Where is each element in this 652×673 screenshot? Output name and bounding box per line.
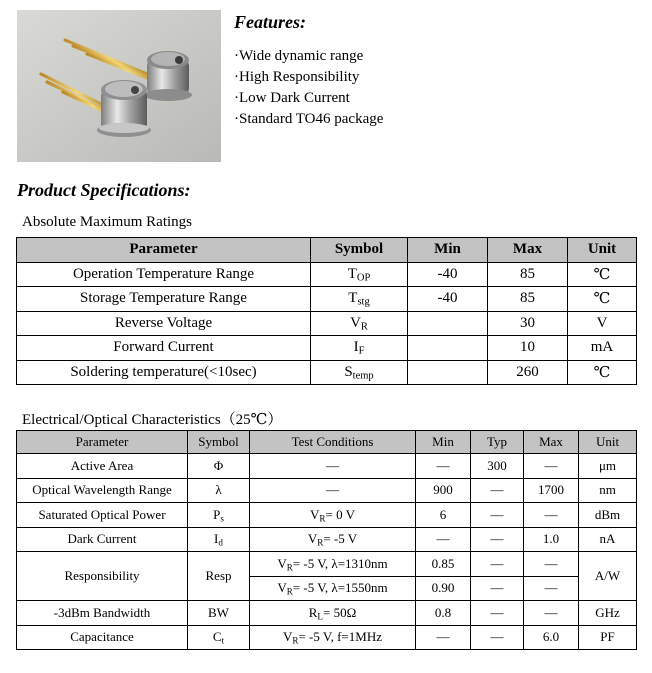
header-max: Max xyxy=(524,431,579,454)
param-cell: Saturated Optical Power xyxy=(17,503,188,528)
symbol-cell: Φ xyxy=(188,454,250,479)
table-row-bandwidth xyxy=(17,601,637,626)
table-row-wavelength xyxy=(17,478,637,503)
condition-cell: — xyxy=(250,454,416,479)
table-row xyxy=(17,336,637,361)
min-cell: -40 xyxy=(408,287,488,312)
symbol-cell: λ xyxy=(188,478,250,503)
param-cell: Storage Temperature Range xyxy=(17,287,311,312)
header-max: Max xyxy=(488,238,568,263)
max-cell: 85 xyxy=(488,262,568,287)
table-row-responsibility xyxy=(17,552,637,577)
param-cell: Reverse Voltage xyxy=(17,311,311,336)
max-cell: — xyxy=(524,503,579,528)
unit-cell: ℃ xyxy=(568,287,637,312)
max-cell: — xyxy=(524,601,579,626)
table-row-dark-current xyxy=(17,527,637,552)
unit-cell: ℃ xyxy=(568,262,637,287)
header-min: Min xyxy=(416,431,471,454)
condition-cell: $R_L= 50\Omega$ xyxy=(250,601,416,626)
condition-cell: $V_R= -5$ V xyxy=(250,527,416,552)
typ-cell: — xyxy=(471,503,524,528)
table-row-active-area xyxy=(17,454,637,479)
typ-cell: — xyxy=(471,527,524,552)
param-cell: Active Area xyxy=(17,454,188,479)
unit-cell: V xyxy=(568,311,637,336)
table-header-row xyxy=(17,238,637,263)
header-symbol: Symbol xyxy=(188,431,250,454)
max-cell: 6.0 xyxy=(524,625,579,650)
min-cell: 0.85 xyxy=(416,552,471,577)
symbol-cell: Resp xyxy=(188,552,250,601)
symbol-cell: $S_{temp}$ xyxy=(311,360,408,385)
min-cell xyxy=(408,336,488,361)
condition-cell: — xyxy=(250,478,416,503)
param-cell: Dark Current xyxy=(17,527,188,552)
unit-cell: μm xyxy=(579,454,637,479)
header-test-conditions: Test Conditions xyxy=(250,431,416,454)
typ-cell: — xyxy=(471,601,524,626)
header-typ: Typ xyxy=(471,431,524,454)
unit-cell: nA xyxy=(579,527,637,552)
param-cell: Capacitance xyxy=(17,625,188,650)
param-cell: Operation Temperature Range xyxy=(17,262,311,287)
features-list xyxy=(234,46,383,130)
param-cell: Soldering temperature(<10sec) xyxy=(17,360,311,385)
max-cell: — xyxy=(524,454,579,479)
table-row xyxy=(17,311,637,336)
unit-cell: A/W xyxy=(579,552,637,601)
param-cell: Optical Wavelength Range xyxy=(17,478,188,503)
max-cell: — xyxy=(524,552,579,577)
condition-cell: $V_R= -5$ V, λ=1550nm xyxy=(250,576,416,601)
min-cell: 0.8 xyxy=(416,601,471,626)
max-cell: 1.0 xyxy=(524,527,579,552)
device-front xyxy=(97,80,151,137)
min-cell: 900 xyxy=(416,478,471,503)
table-row-saturated-power xyxy=(17,503,637,528)
unit-cell: ℃ xyxy=(568,360,637,385)
symbol-cell: $I_d$ xyxy=(188,527,250,552)
min-cell: — xyxy=(416,527,471,552)
typ-cell: — xyxy=(471,478,524,503)
feature-item: ·Low Dark Current xyxy=(234,90,350,106)
param-cell: Responsibility xyxy=(17,552,188,601)
max-cell: 10 xyxy=(488,336,568,361)
unit-cell: GHz xyxy=(579,601,637,626)
max-cell: 85 xyxy=(488,287,568,312)
feature-item: ·High Responsibility xyxy=(234,69,360,85)
min-cell: 0.90 xyxy=(416,576,471,601)
typ-cell: — xyxy=(471,576,524,601)
condition-cell: $V_R= -5$ V, f=1MHz xyxy=(250,625,416,650)
symbol-cell: $C_t$ xyxy=(188,625,250,650)
feature-item: ·Standard TO46 package xyxy=(234,111,384,127)
typ-cell: 300 xyxy=(471,454,524,479)
typ-cell: — xyxy=(471,625,524,650)
table-header-row xyxy=(17,431,637,454)
unit-cell: mA xyxy=(568,336,637,361)
max-cell: — xyxy=(524,576,579,601)
symbol-cell: $T_{OP}$ xyxy=(311,262,408,287)
absolute-max-ratings-title: Absolute Maximum Ratings xyxy=(22,214,192,230)
param-cell: Forward Current xyxy=(17,336,311,361)
symbol-cell: $I_F$ xyxy=(311,336,408,361)
table-row-capacitance xyxy=(17,625,637,650)
symbol-cell: $V_R$ xyxy=(311,311,408,336)
min-cell: — xyxy=(416,625,471,650)
symbol-cell: $T_{stg}$ xyxy=(311,287,408,312)
header-unit: Unit xyxy=(568,238,637,263)
table-row xyxy=(17,360,637,385)
header-parameter: Parameter xyxy=(17,238,311,263)
min-cell: -40 xyxy=(408,262,488,287)
min-cell xyxy=(408,360,488,385)
max-cell: 1700 xyxy=(524,478,579,503)
header-symbol: Symbol xyxy=(311,238,408,263)
min-cell: — xyxy=(416,454,471,479)
header-unit: Unit xyxy=(579,431,637,454)
features-title: Features: xyxy=(234,12,306,32)
table-row xyxy=(17,287,637,312)
condition-cell: $V_R= -5$ V, λ=1310nm xyxy=(250,552,416,577)
feature-item: ·Wide dynamic range xyxy=(234,48,364,64)
header-parameter: Parameter xyxy=(17,431,188,454)
device-back xyxy=(144,51,192,101)
absolute-max-ratings-table xyxy=(16,237,637,385)
symbol-cell: $P_s$ xyxy=(188,503,250,528)
max-cell: 30 xyxy=(488,311,568,336)
product-photo xyxy=(17,10,221,162)
unit-cell: dBm xyxy=(579,503,637,528)
min-cell xyxy=(408,311,488,336)
header-min: Min xyxy=(408,238,488,263)
max-cell: 260 xyxy=(488,360,568,385)
product-specifications-title: Product Specifications: xyxy=(17,180,191,200)
electrical-optical-table xyxy=(16,430,637,650)
unit-cell: PF xyxy=(579,625,637,650)
table-row xyxy=(17,262,637,287)
min-cell: 6 xyxy=(416,503,471,528)
unit-cell: nm xyxy=(579,478,637,503)
condition-cell: $V_R= 0$ V xyxy=(250,503,416,528)
symbol-cell: BW xyxy=(188,601,250,626)
electrical-optical-title: Electrical/Optical Characteristics（25℃） xyxy=(22,412,283,428)
typ-cell: — xyxy=(471,552,524,577)
param-cell: -3dBm Bandwidth xyxy=(17,601,188,626)
